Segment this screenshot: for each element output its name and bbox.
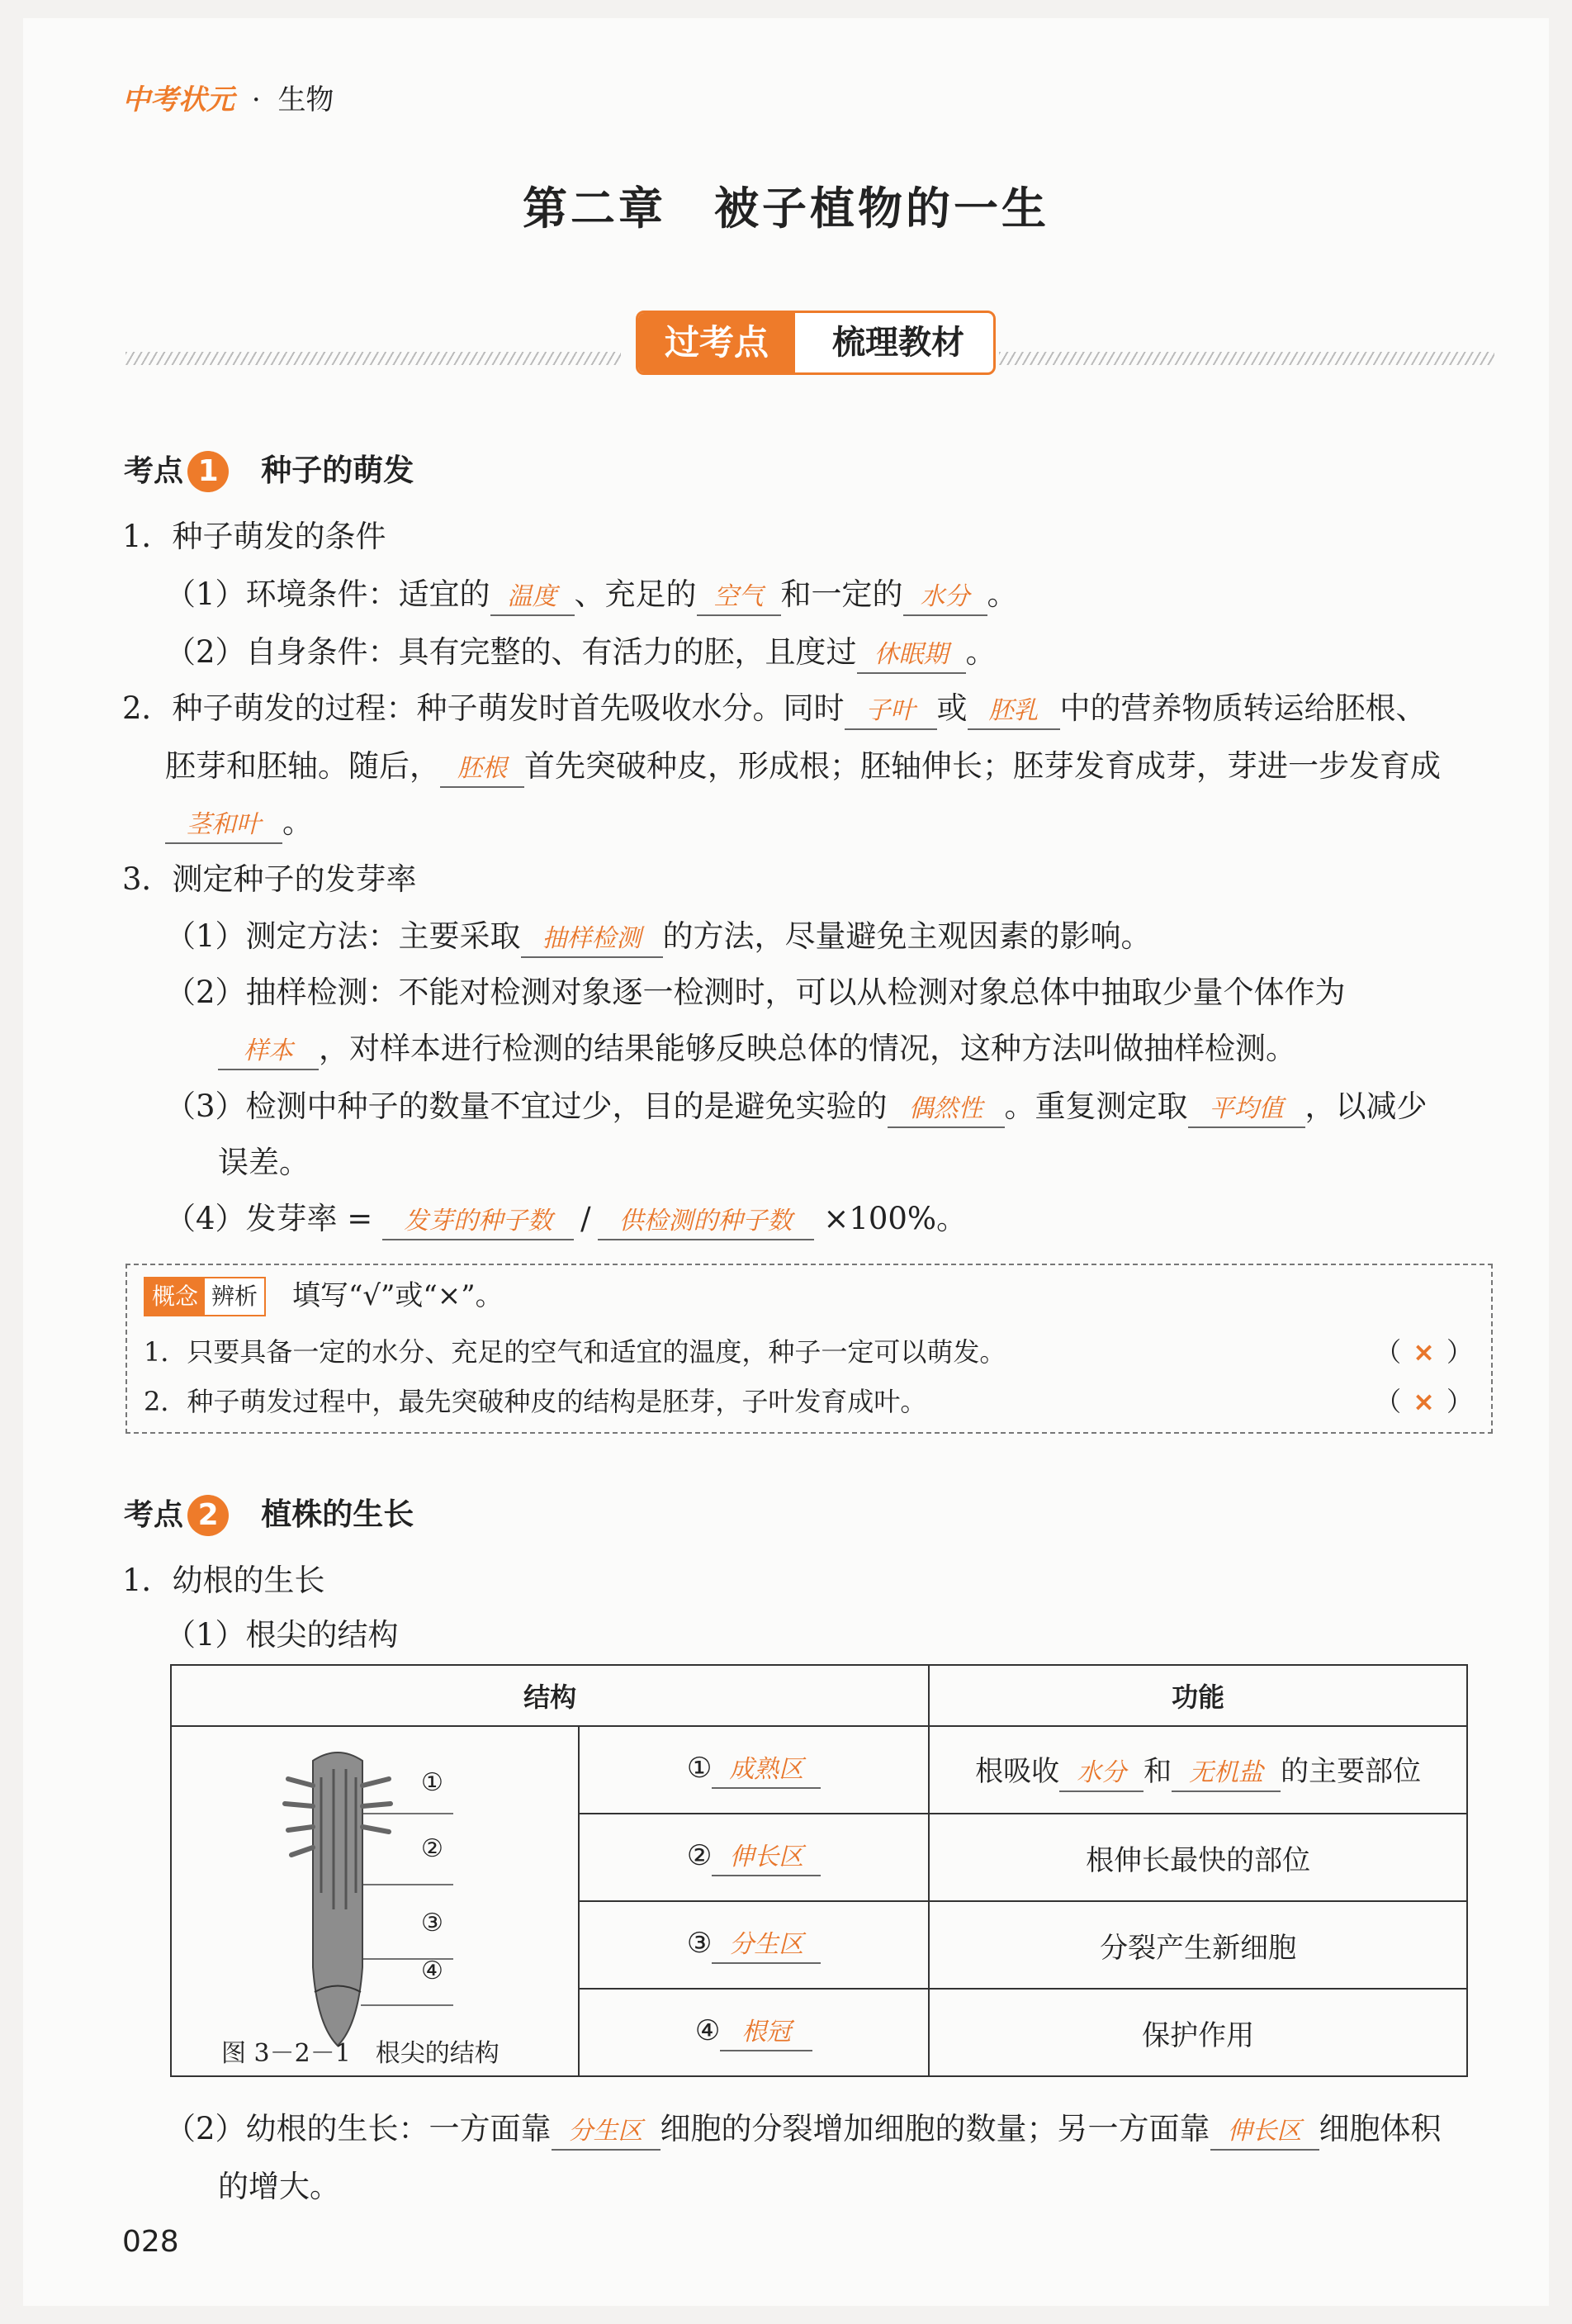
- header-subject: 生物: [277, 83, 334, 116]
- function-4: 保护作用: [929, 1989, 1467, 2076]
- col-function-header: 功能: [929, 1665, 1467, 1726]
- concept-item-1: 1．只要具备一定的水分、充足的空气和适宜的温度，种子一定可以萌发。 （ × ）: [144, 1336, 1473, 1368]
- header: [122, 81, 334, 119]
- root-structure-table: [170, 1664, 1468, 2077]
- blank-radicle: 胚根: [440, 752, 524, 788]
- concept-item-2: 2．种子萌发过程中，最先突破种皮的结构是胚芽，子叶发育成叶。 （ × ）: [144, 1386, 1473, 1417]
- concept-instruction: 填写“√”或“×”。: [292, 1279, 504, 1312]
- s2-sub-1: （1）根尖的结构: [165, 1617, 399, 1653]
- s1-method-3: （3）检测中种子的数量不宜过少，目的是避免实验的 偶然性 。重复测定取 平均值 ，以减少: [165, 1082, 1428, 1131]
- banner-right: 梳理教材: [832, 324, 964, 362]
- kaodian-label: 考点: [124, 1498, 184, 1532]
- kaodian-2-heading: [124, 1490, 414, 1545]
- blank-tested-count: 供检测的种子数: [598, 1204, 814, 1240]
- root-tip-figure-cell: [171, 1726, 579, 2076]
- section-banner: [636, 311, 996, 375]
- function-3: 分裂产生新细胞: [929, 1901, 1467, 1989]
- blank-root-cap: 根冠: [720, 2015, 812, 2051]
- s2-heading-1: 1．幼根的生长: [122, 1563, 325, 1598]
- concept-box: [125, 1264, 1493, 1434]
- function-1: 根吸收 水分 和 无机盐 的主要部位: [929, 1726, 1467, 1814]
- blank-dormancy: 休眠期: [857, 638, 966, 674]
- blank-average: 平均值: [1188, 1092, 1305, 1128]
- blank-func-minerals: 无机盐: [1172, 1756, 1281, 1792]
- s1-method-3b: 误差。: [218, 1145, 310, 1180]
- blank-s3-elongation: 伸长区: [1210, 2114, 1319, 2151]
- answer-mark-2: ×: [1413, 1386, 1435, 1417]
- fig-label-2: ②: [421, 1834, 443, 1863]
- kaodian-title: 种子的萌发: [261, 453, 414, 488]
- s1-method-2: （2）抽样检测：不能对检测对象逐一检测时，可以从检测对象总体中抽取少量个体作为: [165, 975, 1346, 1010]
- blank-germinated-count: 发芽的种子数: [382, 1204, 574, 1240]
- s1-heading-2: 2．种子萌发的过程：种子萌发时首先吸收水分。同时 子叶 或 胚乳 中的营养物质转运给胚根、: [122, 684, 1427, 733]
- blank-stem-leaf: 茎和叶: [165, 808, 282, 844]
- s3-line-2: 的增大。: [218, 2169, 340, 2204]
- s1-line-1: （1）环境条件：适宜的 温度 、充足的 空气 和一定的 水分 。: [165, 570, 1018, 619]
- structure-3: ③ 分生区: [579, 1901, 929, 1989]
- structure-4: ④ 根冠: [579, 1989, 929, 2076]
- figure-caption: 图 3－2－1 根尖的结构: [221, 2039, 500, 2068]
- root-tip-figure: [173, 1728, 577, 2075]
- s1-line-4: 茎和叶 。: [165, 798, 313, 847]
- blank-elongation-zone: 伸长区: [712, 1840, 821, 1876]
- kaodian-1-heading: [124, 446, 414, 501]
- structure-1: ① 成熟区: [579, 1726, 929, 1814]
- banner-left: 过考点: [638, 313, 795, 372]
- header-dot: ·: [251, 83, 261, 116]
- col-structure-header: 结构: [171, 1665, 929, 1726]
- s1-line-2: （2）自身条件：具有完整的、有活力的胚，且度过 休眠期 。: [165, 628, 997, 677]
- blank-s3-meristem: 分生区: [552, 2114, 661, 2151]
- kaodian-number: 2: [187, 1495, 229, 1536]
- s3-line-1: （2）幼根的生长：一方面靠 分生区 细胞的分裂增加细胞的数量；另一方面靠 伸长区 细胞体积: [165, 2104, 1442, 2154]
- kaodian-title: 植株的生长: [261, 1496, 414, 1532]
- blank-func-water: 水分: [1059, 1756, 1143, 1792]
- structure-2: ② 伸长区: [579, 1814, 929, 1901]
- blank-sampling: 抽样检测: [521, 922, 663, 958]
- blank-air: 空气: [697, 580, 781, 616]
- fig-label-3: ③: [421, 1909, 443, 1937]
- concept-tag: 概念 辨析: [144, 1277, 266, 1316]
- function-2: 根伸长最快的部位: [929, 1814, 1467, 1901]
- blank-endosperm: 胚乳: [968, 694, 1060, 730]
- blank-temperature: 温度: [490, 580, 575, 616]
- fig-label-1: ①: [421, 1768, 443, 1797]
- banner-divider-right: [999, 352, 1494, 365]
- fig-label-4: ④: [421, 1956, 443, 1985]
- s1-line-3: 胚芽和胚轴。随后， 胚根 首先突破种皮，形成根；胚轴伸长；胚芽发育成芽，芽进一步发育成: [165, 742, 1441, 791]
- brand-logo: 中考状元: [122, 83, 234, 116]
- answer-mark-1: ×: [1413, 1336, 1435, 1368]
- blank-chance: 偶然性: [888, 1092, 1005, 1128]
- blank-sample: 样本: [218, 1034, 319, 1070]
- blank-water: 水分: [903, 580, 987, 616]
- blank-maturation-zone: 成熟区: [712, 1752, 821, 1789]
- kaodian-number: 1: [187, 451, 229, 492]
- s1-heading-3: 3．测定种子的发芽率: [122, 861, 417, 897]
- banner-divider-left: [125, 352, 621, 365]
- page-number: 028: [122, 2225, 179, 2259]
- blank-meristem-zone: 分生区: [712, 1928, 821, 1964]
- s1-method-1: （1）测定方法：主要采取 抽样检测 的方法，尽量避免主观因素的影响。: [165, 912, 1152, 961]
- blank-cotyledon: 子叶: [845, 694, 937, 730]
- s1-heading-1: 1．种子萌发的条件: [122, 519, 386, 554]
- kaodian-label: 考点: [124, 454, 184, 488]
- s1-method-4: （4）发芽率 = 发芽的种子数 / 供检测的种子数 ×100%。: [165, 1194, 967, 1244]
- chapter-title: 第二章 被子植物的一生: [523, 183, 1049, 235]
- s1-method-2b: 样本 ，对样本进行检测的结果能够反映总体的情况，这种方法叫做抽样检测。: [218, 1024, 1296, 1074]
